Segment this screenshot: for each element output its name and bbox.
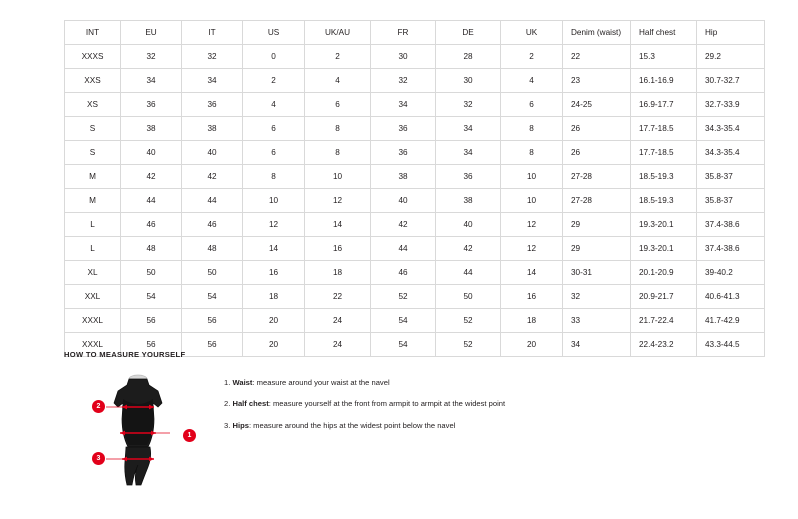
cell-uk: 14: [501, 261, 563, 285]
cell-fr: 32: [371, 69, 436, 93]
cell-uk-au: 18: [305, 261, 371, 285]
cell-de: 28: [436, 45, 501, 69]
cell-hip: 35.8-37: [697, 165, 765, 189]
cell-half-chest: 22.4-23.2: [631, 333, 697, 357]
column-header-half-chest: Half chest: [631, 21, 697, 45]
cell-int: L: [65, 213, 121, 237]
note-number: 2.: [224, 399, 231, 409]
cell-half-chest: 16.9-17.7: [631, 93, 697, 117]
cell-int: S: [65, 117, 121, 141]
cell-uk-au: 22: [305, 285, 371, 309]
cell-int: XS: [65, 93, 121, 117]
cell-de: 30: [436, 69, 501, 93]
cell-de: 52: [436, 309, 501, 333]
cell-hip: 35.8-37: [697, 189, 765, 213]
cell-fr: 46: [371, 261, 436, 285]
cell-int: M: [65, 189, 121, 213]
table-row: [65, 141, 765, 165]
cell-denim: 34: [563, 333, 631, 357]
note-number: 3.: [224, 420, 231, 430]
cell-denim: 26: [563, 141, 631, 165]
cell-uk: 18: [501, 309, 563, 333]
note-half-chest: [224, 400, 505, 408]
mannequin-illustration: [106, 373, 170, 491]
cell-hip: 32.7-33.9: [697, 93, 765, 117]
cell-int: XXXL: [65, 309, 121, 333]
column-header-us: US: [243, 21, 305, 45]
cell-eu: 44: [121, 189, 182, 213]
cell-it: 56: [182, 333, 243, 357]
cell-hip: 41.7-42.9: [697, 309, 765, 333]
measurement-figure: [64, 373, 214, 498]
cell-hip: 34.3-35.4: [697, 117, 765, 141]
cell-half-chest: 20.1-20.9: [631, 261, 697, 285]
cell-eu: 46: [121, 213, 182, 237]
cell-de: 52: [436, 333, 501, 357]
cell-us: 10: [243, 189, 305, 213]
table-row: [65, 309, 765, 333]
table-row: [65, 237, 765, 261]
table-row: [65, 189, 765, 213]
cell-uk-au: 10: [305, 165, 371, 189]
cell-de: 38: [436, 189, 501, 213]
cell-it: 36: [182, 93, 243, 117]
column-header-it: IT: [182, 21, 243, 45]
cell-hip: 39-40.2: [697, 261, 765, 285]
cell-half-chest: 18.5-19.3: [631, 165, 697, 189]
cell-half-chest: 16.1-16.9: [631, 69, 697, 93]
column-header-hip: Hip: [697, 21, 765, 45]
cell-half-chest: 17.7-18.5: [631, 117, 697, 141]
cell-fr: 54: [371, 333, 436, 357]
cell-de: 32: [436, 93, 501, 117]
cell-eu: 54: [121, 285, 182, 309]
note-text: : measure around your waist at the navel: [252, 378, 390, 387]
column-header-eu: EU: [121, 21, 182, 45]
cell-int: M: [65, 165, 121, 189]
cell-uk: 10: [501, 165, 563, 189]
table-row: [65, 213, 765, 237]
cell-uk-au: 24: [305, 309, 371, 333]
cell-half-chest: 20.9-21.7: [631, 285, 697, 309]
cell-us: 8: [243, 165, 305, 189]
cell-fr: 52: [371, 285, 436, 309]
cell-uk: 8: [501, 117, 563, 141]
cell-eu: 32: [121, 45, 182, 69]
cell-us: 12: [243, 213, 305, 237]
cell-uk-au: 4: [305, 69, 371, 93]
cell-fr: 36: [371, 117, 436, 141]
cell-hip: 34.3-35.4: [697, 141, 765, 165]
cell-de: 36: [436, 165, 501, 189]
cell-it: 38: [182, 117, 243, 141]
cell-fr: 42: [371, 213, 436, 237]
cell-int: XXXL: [65, 333, 121, 357]
cell-eu: 56: [121, 309, 182, 333]
cell-uk: 20: [501, 333, 563, 357]
cell-denim: 27-28: [563, 165, 631, 189]
cell-it: 32: [182, 45, 243, 69]
cell-int: S: [65, 141, 121, 165]
cell-de: 34: [436, 141, 501, 165]
cell-it: 48: [182, 237, 243, 261]
cell-us: 20: [243, 309, 305, 333]
cell-de: 34: [436, 117, 501, 141]
cell-uk: 12: [501, 237, 563, 261]
table-row: [65, 117, 765, 141]
how-to-measure-body: [64, 373, 734, 498]
cell-eu: 34: [121, 69, 182, 93]
cell-int: XXL: [65, 285, 121, 309]
cell-us: 16: [243, 261, 305, 285]
column-header-int: INT: [65, 21, 121, 45]
table-row: [65, 261, 765, 285]
badge-half-chest: 2: [92, 400, 105, 413]
cell-us: 6: [243, 141, 305, 165]
cell-fr: 54: [371, 309, 436, 333]
column-header-fr: FR: [371, 21, 436, 45]
note-hips: [224, 422, 505, 430]
cell-it: 54: [182, 285, 243, 309]
cell-denim: 33: [563, 309, 631, 333]
cell-us: 0: [243, 45, 305, 69]
cell-fr: 34: [371, 93, 436, 117]
cell-denim: 23: [563, 69, 631, 93]
cell-fr: 30: [371, 45, 436, 69]
how-to-measure-section: [64, 350, 734, 498]
cell-denim: 29: [563, 213, 631, 237]
size-table-container: [64, 20, 740, 357]
cell-uk-au: 6: [305, 93, 371, 117]
cell-uk: 16: [501, 285, 563, 309]
cell-hip: 37.4-38.6: [697, 213, 765, 237]
cell-half-chest: 18.5-19.3: [631, 189, 697, 213]
cell-eu: 56: [121, 333, 182, 357]
cell-hip: 30.7-32.7: [697, 69, 765, 93]
cell-us: 14: [243, 237, 305, 261]
column-header-uk: UK: [501, 21, 563, 45]
cell-fr: 36: [371, 141, 436, 165]
cell-denim: 29: [563, 237, 631, 261]
cell-uk-au: 12: [305, 189, 371, 213]
table-header-row: [65, 21, 765, 45]
note-text: : measure around the hips at the widest point below the navel: [248, 420, 456, 430]
note-term: Waist: [232, 378, 253, 387]
cell-de: 50: [436, 285, 501, 309]
cell-uk: 2: [501, 45, 563, 69]
cell-eu: 38: [121, 117, 182, 141]
cell-eu: 40: [121, 141, 182, 165]
table-row: [65, 93, 765, 117]
cell-it: 40: [182, 141, 243, 165]
cell-us: 18: [243, 285, 305, 309]
cell-uk-au: 14: [305, 213, 371, 237]
cell-uk-au: 8: [305, 141, 371, 165]
cell-hip: 37.4-38.6: [697, 237, 765, 261]
table-row: [65, 165, 765, 189]
cell-denim: 32: [563, 285, 631, 309]
cell-uk: 6: [501, 93, 563, 117]
badge-hips: 3: [92, 452, 105, 465]
cell-hip: 40.6-41.3: [697, 285, 765, 309]
cell-uk: 8: [501, 141, 563, 165]
cell-denim: 30-31: [563, 261, 631, 285]
cell-de: 42: [436, 237, 501, 261]
cell-uk: 12: [501, 213, 563, 237]
cell-half-chest: 15.3: [631, 45, 697, 69]
note-term: Hips: [232, 420, 249, 430]
cell-denim: 27-28: [563, 189, 631, 213]
cell-us: 2: [243, 69, 305, 93]
cell-int: XXS: [65, 69, 121, 93]
cell-half-chest: 17.7-18.5: [631, 141, 697, 165]
table-row: [65, 69, 765, 93]
column-header-de: DE: [436, 21, 501, 45]
cell-fr: 40: [371, 189, 436, 213]
cell-half-chest: 21.7-22.4: [631, 309, 697, 333]
note-number: 1.: [224, 378, 231, 387]
cell-fr: 44: [371, 237, 436, 261]
cell-uk-au: 2: [305, 45, 371, 69]
cell-it: 34: [182, 69, 243, 93]
how-to-measure-title: HOW TO MEASURE YOURSELF: [64, 350, 186, 359]
note-waist: [224, 379, 505, 387]
cell-it: 50: [182, 261, 243, 285]
cell-denim: 22: [563, 45, 631, 69]
cell-int: L: [65, 237, 121, 261]
cell-eu: 50: [121, 261, 182, 285]
cell-half-chest: 19.3-20.1: [631, 237, 697, 261]
cell-half-chest: 19.3-20.1: [631, 213, 697, 237]
column-header-uk-au: UK/AU: [305, 21, 371, 45]
cell-hip: 43.3-44.5: [697, 333, 765, 357]
measurement-notes: [224, 373, 505, 443]
cell-uk-au: 16: [305, 237, 371, 261]
cell-int: XXXS: [65, 45, 121, 69]
cell-denim: 26: [563, 117, 631, 141]
cell-fr: 38: [371, 165, 436, 189]
cell-us: 6: [243, 117, 305, 141]
table-row: [65, 45, 765, 69]
cell-denim: 24-25: [563, 93, 631, 117]
cell-de: 40: [436, 213, 501, 237]
column-header-denim-waist: Denim (waist): [563, 21, 631, 45]
size-conversion-table: [64, 20, 765, 357]
cell-eu: 36: [121, 93, 182, 117]
cell-uk: 10: [501, 189, 563, 213]
cell-uk-au: 8: [305, 117, 371, 141]
cell-us: 20: [243, 333, 305, 357]
cell-hip: 29.2: [697, 45, 765, 69]
cell-it: 56: [182, 309, 243, 333]
badge-waist: 1: [183, 429, 196, 442]
cell-it: 46: [182, 213, 243, 237]
note-text: : measure yourself at the front from armpit to armpit at the widest point: [268, 399, 506, 409]
cell-us: 4: [243, 93, 305, 117]
cell-uk-au: 24: [305, 333, 371, 357]
cell-de: 44: [436, 261, 501, 285]
cell-int: XL: [65, 261, 121, 285]
note-term: Half chest: [232, 399, 269, 409]
cell-eu: 48: [121, 237, 182, 261]
cell-eu: 42: [121, 165, 182, 189]
cell-uk: 4: [501, 69, 563, 93]
cell-it: 44: [182, 189, 243, 213]
table-row: [65, 285, 765, 309]
cell-it: 42: [182, 165, 243, 189]
